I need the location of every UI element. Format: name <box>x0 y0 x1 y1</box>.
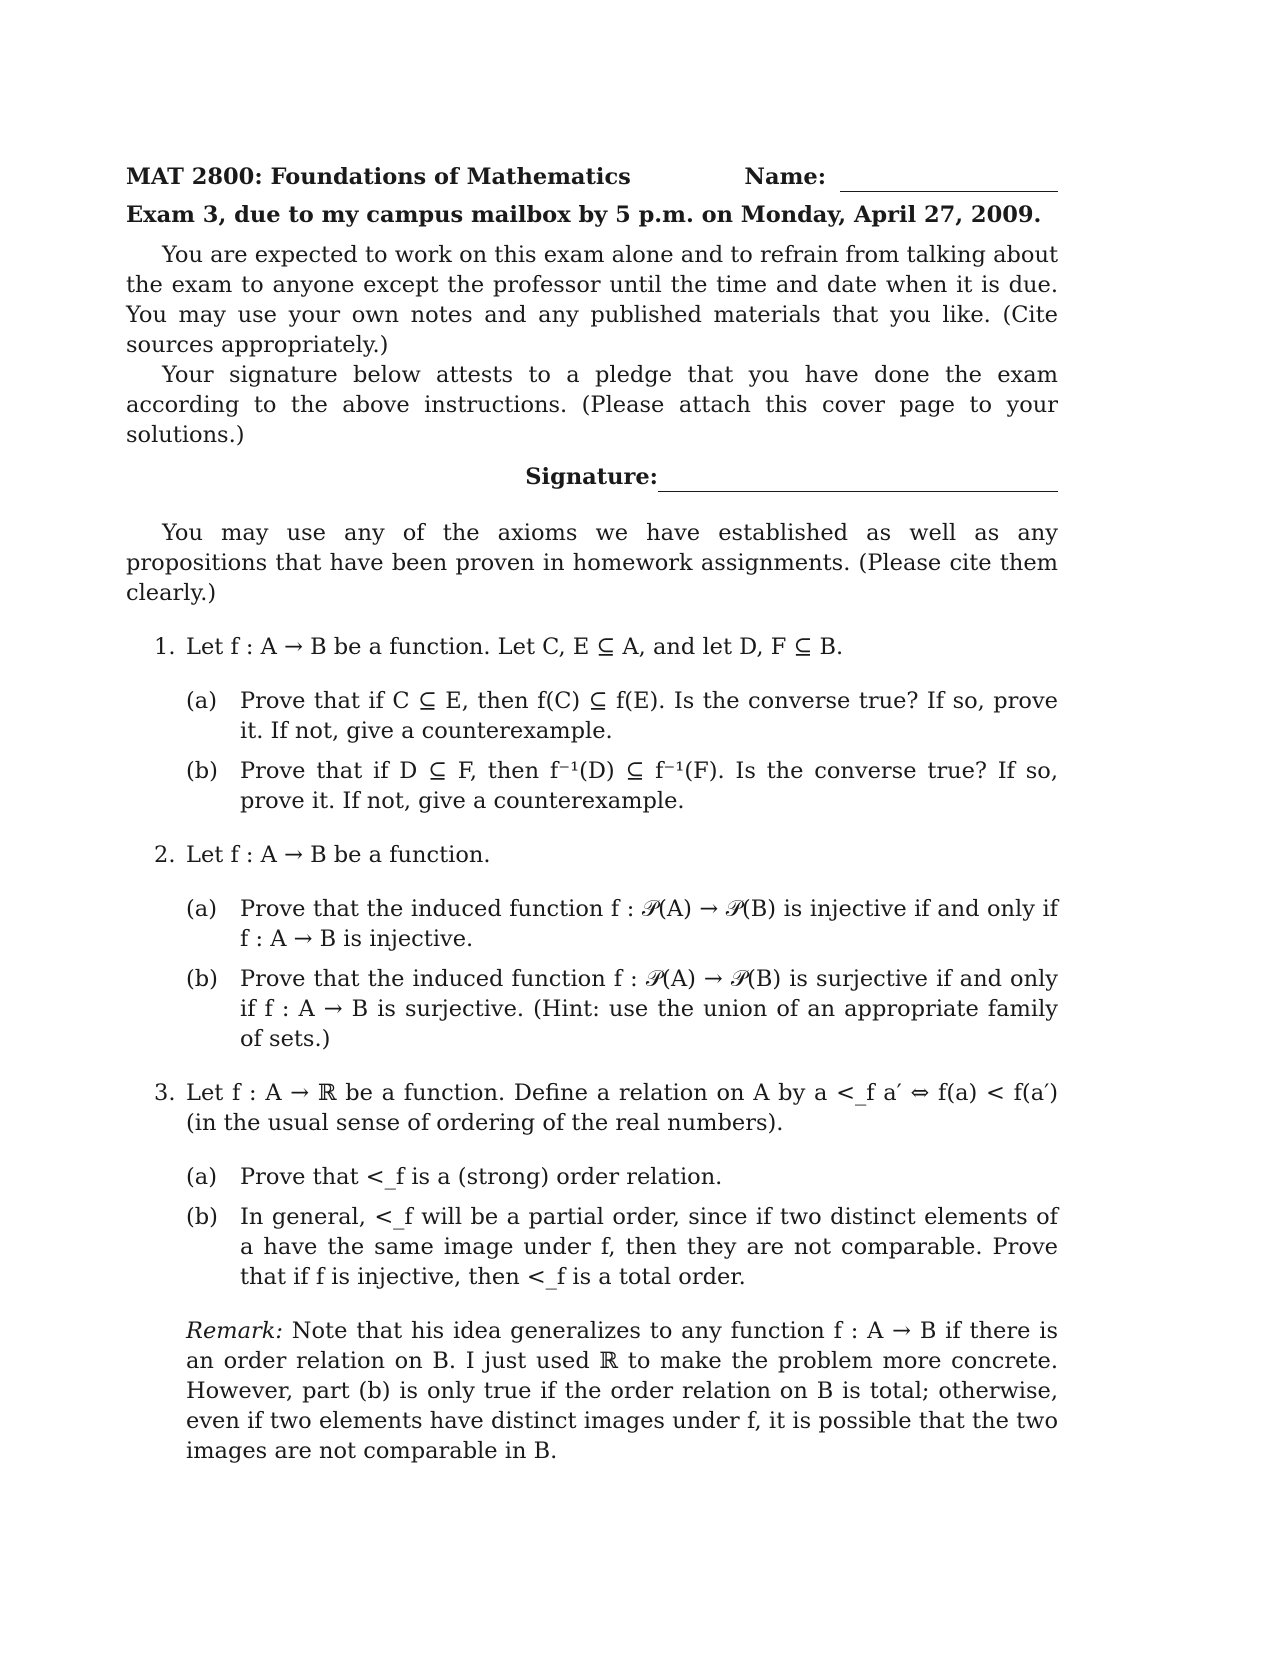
part-text: Prove that if D ⊆ F, then f⁻¹(D) ⊆ f⁻¹(F). Is the converse true? If so, prove it. If not, give a counterexample. <box>240 758 1058 814</box>
problem-statement: Let f : A → B be a function. <box>186 842 491 868</box>
signature-row <box>126 462 1058 492</box>
problem-part <box>186 1162 1058 1192</box>
problem-part <box>186 686 1058 746</box>
part-label: (b) <box>186 758 218 784</box>
part-text: Prove that the induced function f : 𝒫(A) → 𝒫(B) is injective if and only if f : A → B is injective. <box>240 896 1058 952</box>
part-text: Prove that <_f is a (strong) order relation. <box>240 1164 723 1190</box>
instructions-paragraph-2: Your signature below attests to a pledge that you have done the exam according to the above instructions. (Please attach this cover page to your solutions.) <box>126 362 1058 448</box>
part-label: (a) <box>186 1164 217 1190</box>
problem-part <box>186 894 1058 954</box>
part-label: (b) <box>186 966 218 992</box>
name-field <box>744 162 1058 192</box>
part-label: (a) <box>186 896 217 922</box>
problem-number: 1. <box>154 634 176 660</box>
axioms-note: You may use any of the axioms we have established as well as any propositions that have been proven in homework assignments. (Please cite them clearly.) <box>126 520 1058 606</box>
part-text: Prove that if C ⊆ E, then f(C) ⊆ f(E). Is the converse true? If so, prove it. If not, give a counterexample. <box>240 688 1058 744</box>
part-label: (b) <box>186 1204 218 1230</box>
problem-statement: Let f : A → B be a function. Let C, E ⊆ A, and let D, F ⊆ B. <box>186 634 844 660</box>
problem-number: 3. <box>154 1080 176 1106</box>
exam-content <box>126 158 1058 1489</box>
problem-parts <box>186 894 1058 1054</box>
problem-parts <box>186 1162 1058 1292</box>
remark-label: Remark: <box>186 1318 283 1344</box>
problem-2 <box>126 840 1058 1054</box>
problem-1 <box>126 632 1058 816</box>
problem-part <box>186 756 1058 816</box>
part-text: In general, <_f will be a partial order, since if two distinct elements of a have the same image under f, then they are not comparable. Prove that if f is injective, then <_f is a total order. <box>240 1204 1058 1290</box>
remark-text: Note that his idea generalizes to any function f : A → B if there is an order relation on B. I just used ℝ to make the problem more concrete. However, part (b) is only true if the order relation on B is total; otherwise, even if two elements have distinct images under f, it is possible that the two images are not comparable in B. <box>186 1318 1058 1464</box>
exam-due-line: Exam 3, due to my campus mailbox by 5 p.m. on Monday, April 27, 2009. <box>126 202 1042 228</box>
problem-3 <box>126 1078 1058 1466</box>
problem-number: 2. <box>154 842 176 868</box>
problem-statement: Let f : A → ℝ be a function. Define a relation on A by a <_f a′ ⇔ f(a) < f(a′) (in the usual sense of ordering of the real numbers). <box>186 1080 1058 1136</box>
part-label: (a) <box>186 688 217 714</box>
instructions-paragraph-1: You are expected to work on this exam alone and to refrain from talking about the exam to anyone except the professor until the time and date when it is due. You may use your own notes and any published materials that you like. (Cite sources appropriately.) <box>126 242 1058 358</box>
part-text: Prove that the induced function f : 𝒫(A) → 𝒫(B) is surjective if and only if f : A → B is surjective. (Hint: use the union of an appropriate family of sets.) <box>240 966 1058 1052</box>
problem-part <box>186 964 1058 1054</box>
problem-parts <box>186 686 1058 816</box>
name-label: Name: <box>744 164 826 190</box>
signature-blank-line <box>658 467 1058 492</box>
header-row <box>126 158 1058 192</box>
signature-label: Signature: <box>525 464 658 490</box>
name-blank-line <box>840 167 1058 192</box>
remark <box>186 1316 1058 1466</box>
course-title: MAT 2800: Foundations of Mathematics <box>126 164 631 190</box>
problem-part <box>186 1202 1058 1292</box>
